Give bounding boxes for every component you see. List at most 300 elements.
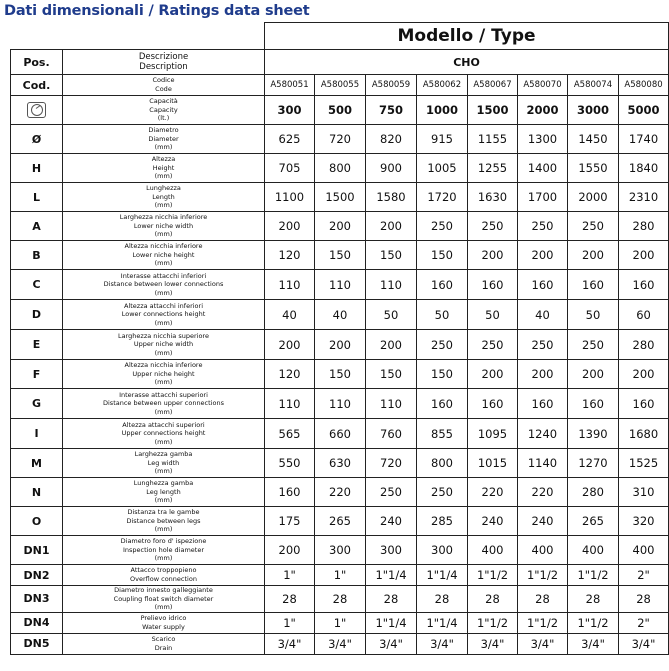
capacity-row	[11, 96, 669, 125]
value-cell: 1"1/2	[468, 565, 518, 586]
value-cell: 285	[417, 507, 468, 536]
capacity-value-cell: 500	[315, 96, 366, 125]
value-cell: 120	[265, 360, 315, 389]
row-description	[63, 241, 265, 270]
value-cell: 250	[417, 330, 468, 360]
value-cell: 1140	[518, 449, 568, 478]
value-cell: 200	[568, 241, 619, 270]
table-row	[11, 478, 669, 507]
row-description	[63, 586, 265, 613]
value-cell: 1"1/2	[518, 612, 568, 633]
row-description-line: (mm)	[154, 467, 173, 476]
value-cell: 1"1/2	[468, 612, 518, 633]
value-cell: 175	[265, 507, 315, 536]
value-cell: 50	[366, 300, 417, 330]
value-cell: 300	[366, 536, 417, 565]
table-row	[11, 154, 669, 183]
model-code-cell: A580059	[366, 75, 417, 96]
row-description-line: Lower niche width	[133, 221, 194, 230]
value-cell: 400	[619, 536, 669, 565]
row-description-line: Lunghezza	[146, 184, 181, 193]
value-cell: 1"	[265, 565, 315, 586]
value-cell: 820	[366, 125, 417, 154]
table-row	[11, 330, 669, 360]
model-code-cell: A580051	[265, 75, 315, 96]
value-cell: 900	[366, 154, 417, 183]
value-cell: 200	[366, 212, 417, 241]
row-description	[63, 565, 265, 586]
value-cell: 1550	[568, 154, 619, 183]
value-cell: 1500	[315, 183, 366, 212]
value-cell: 3/4"	[518, 633, 568, 654]
value-cell: 28	[468, 586, 518, 613]
value-cell: 1"1/4	[366, 612, 417, 633]
value-cell: 40	[518, 300, 568, 330]
capacity-value-cell: 750	[366, 96, 417, 125]
table-row	[11, 183, 669, 212]
row-description-line: Lower niche height	[132, 250, 195, 259]
table-row	[11, 612, 669, 633]
row-pos: N	[11, 478, 63, 507]
table-row	[11, 300, 669, 330]
value-cell: 1"1/4	[417, 565, 468, 586]
value-cell: 1"1/2	[568, 612, 619, 633]
row-description-line: Diametro foro d' ispezione	[120, 537, 207, 546]
value-cell: 1450	[568, 125, 619, 154]
value-cell: 160	[619, 389, 669, 419]
row-pos: G	[11, 389, 63, 419]
value-cell: 200	[265, 536, 315, 565]
model-code-cell: A580067	[468, 75, 518, 96]
row-description-line: Altezza attacchi superiori	[122, 420, 205, 429]
row-description-line: Diametro innesto galleggiante	[114, 586, 213, 594]
value-cell: 250	[518, 330, 568, 360]
row-description	[63, 449, 265, 478]
value-cell: 110	[366, 389, 417, 419]
value-cell: 200	[315, 330, 366, 360]
value-cell: 150	[315, 241, 366, 270]
capacity-value-cell: 5000	[619, 96, 669, 125]
value-cell: 150	[417, 360, 468, 389]
page-title: Dati dimensionali / Ratings data sheet	[4, 3, 310, 19]
value-cell: 660	[315, 419, 366, 449]
row-description-line: Upper connections height	[121, 429, 206, 438]
row-pos: DN5	[11, 633, 63, 654]
value-cell: 150	[417, 241, 468, 270]
value-cell: 630	[315, 449, 366, 478]
value-cell: 300	[315, 536, 366, 565]
value-cell: 1095	[468, 419, 518, 449]
value-cell: 200	[619, 241, 669, 270]
row-description-line: (mm)	[154, 554, 173, 563]
row-description-line: Upper niche height	[132, 369, 195, 378]
value-cell: 160	[468, 389, 518, 419]
value-cell: 40	[265, 300, 315, 330]
capacity-value-cell: 2000	[518, 96, 568, 125]
series-header: CHO	[265, 50, 669, 75]
row-description-line: Attacco troppopieno	[130, 566, 197, 575]
row-description-line: Prelievo idrico	[140, 614, 187, 623]
row-description	[63, 330, 265, 360]
value-cell: 1740	[619, 125, 669, 154]
code-pos: Cod.	[11, 75, 63, 96]
value-cell: 200	[518, 360, 568, 389]
value-cell: 3/4"	[417, 633, 468, 654]
value-cell: 250	[468, 212, 518, 241]
value-cell: 28	[366, 586, 417, 613]
value-cell: 240	[518, 507, 568, 536]
value-cell: 160	[619, 270, 669, 300]
table-row	[11, 536, 669, 565]
value-cell: 720	[315, 125, 366, 154]
row-description-line: Altezza nicchia inferiore	[124, 361, 203, 370]
row-description-line: (mm)	[154, 201, 173, 210]
value-cell: 3/4"	[468, 633, 518, 654]
value-cell: 300	[417, 536, 468, 565]
value-cell: 160	[265, 478, 315, 507]
value-cell: 250	[417, 212, 468, 241]
value-cell: 1015	[468, 449, 518, 478]
row-description-line: Overflow connection	[130, 575, 197, 583]
value-cell: 28	[417, 586, 468, 613]
value-cell: 800	[315, 154, 366, 183]
value-cell: 400	[518, 536, 568, 565]
value-cell: 160	[568, 270, 619, 300]
value-cell: 1"	[265, 612, 315, 633]
code-desc-en: Code	[155, 85, 172, 93]
row-description-line: Altezza	[151, 155, 176, 164]
value-cell: 160	[518, 270, 568, 300]
value-cell: 250	[518, 212, 568, 241]
value-cell: 1630	[468, 183, 518, 212]
row-description-line: (mm)	[154, 437, 173, 446]
value-cell: 50	[568, 300, 619, 330]
row-pos: C	[11, 270, 63, 300]
value-cell: 28	[315, 586, 366, 613]
value-cell: 150	[366, 241, 417, 270]
pos-header: Pos.	[11, 50, 63, 75]
value-cell: 40	[315, 300, 366, 330]
row-pos: M	[11, 449, 63, 478]
value-cell: 1525	[619, 449, 669, 478]
row-pos: L	[11, 183, 63, 212]
row-description-line: (mm)	[154, 348, 173, 357]
row-pos: B	[11, 241, 63, 270]
value-cell: 160	[518, 389, 568, 419]
value-cell: 800	[417, 449, 468, 478]
value-cell: 265	[315, 507, 366, 536]
row-description-line: Diameter	[148, 134, 179, 143]
value-cell: 3/4"	[265, 633, 315, 654]
value-cell: 1270	[568, 449, 619, 478]
row-description-line: Altezza nicchia inferiore	[124, 242, 203, 251]
row-description-line: Diametro	[148, 126, 179, 135]
value-cell: 1"	[315, 565, 366, 586]
value-cell: 2000	[568, 183, 619, 212]
description-header-it: Descrizione	[138, 52, 189, 62]
value-cell: 1255	[468, 154, 518, 183]
code-row	[11, 75, 669, 96]
row-description-line: (mm)	[154, 496, 173, 505]
description-header-en: Description	[139, 62, 188, 72]
value-cell: 160	[568, 389, 619, 419]
table-row	[11, 125, 669, 154]
capacity-desc-line: (lt.)	[157, 114, 170, 123]
row-description-line: (mm)	[154, 378, 173, 387]
row-description-line: Length	[152, 192, 175, 201]
value-cell: 3/4"	[366, 633, 417, 654]
row-description-line: Distance between upper connections	[103, 399, 224, 408]
row-pos: A	[11, 212, 63, 241]
code-desc-it: Codice	[152, 76, 175, 85]
row-description-line: Drain	[154, 643, 173, 652]
row-description	[63, 536, 265, 565]
corner-blank	[11, 23, 265, 50]
model-code-cell: A580074	[568, 75, 619, 96]
value-cell: 280	[619, 212, 669, 241]
value-cell: 1390	[568, 419, 619, 449]
row-description-line: (mm)	[154, 288, 173, 297]
row-description	[63, 419, 265, 449]
row-description-line: (mm)	[154, 603, 173, 612]
row-pos: DN1	[11, 536, 63, 565]
value-cell: 240	[468, 507, 518, 536]
value-cell: 200	[366, 330, 417, 360]
capacity-icon-cell	[11, 96, 63, 125]
value-cell: 280	[619, 330, 669, 360]
row-pos: H	[11, 154, 63, 183]
value-cell: 2"	[619, 612, 669, 633]
row-description-line: Upper niche width	[133, 340, 194, 349]
value-cell: 1300	[518, 125, 568, 154]
capacity-value-cell: 1500	[468, 96, 518, 125]
value-cell: 3/4"	[315, 633, 366, 654]
value-cell: 915	[417, 125, 468, 154]
value-cell: 110	[315, 270, 366, 300]
table-row	[11, 633, 669, 654]
value-cell: 565	[265, 419, 315, 449]
table-row	[11, 212, 669, 241]
value-cell: 200	[265, 330, 315, 360]
value-cell: 1"1/2	[568, 565, 619, 586]
row-pos: F	[11, 360, 63, 389]
value-cell: 220	[518, 478, 568, 507]
value-cell: 1580	[366, 183, 417, 212]
code-desc	[63, 75, 265, 96]
row-description	[63, 183, 265, 212]
value-cell: 2310	[619, 183, 669, 212]
value-cell: 1"	[315, 612, 366, 633]
row-description-line: Interasse attacchi inferiori	[120, 271, 207, 280]
row-description-line: Lower connections height	[121, 310, 206, 319]
value-cell: 200	[619, 360, 669, 389]
value-cell: 110	[366, 270, 417, 300]
value-cell: 28	[265, 586, 315, 613]
row-pos: D	[11, 300, 63, 330]
row-description-line: (mm)	[154, 230, 173, 239]
value-cell: 855	[417, 419, 468, 449]
row-pos: E	[11, 330, 63, 360]
ratings-table	[10, 22, 669, 655]
value-cell: 220	[468, 478, 518, 507]
row-description-line: Interasse attacchi superiori	[119, 390, 208, 399]
capacity-gauge-icon	[27, 102, 46, 118]
row-description	[63, 612, 265, 633]
value-cell: 1"1/2	[518, 565, 568, 586]
table-row	[11, 270, 669, 300]
row-pos: O	[11, 507, 63, 536]
capacity-desc-line: Capacità	[149, 97, 178, 106]
row-description-line: Altezza attacchi inferiori	[123, 301, 204, 310]
row-description	[63, 478, 265, 507]
table-row	[11, 389, 669, 419]
value-cell: 200	[468, 360, 518, 389]
value-cell: 150	[315, 360, 366, 389]
value-cell: 1005	[417, 154, 468, 183]
row-description-line: Leg length	[146, 487, 181, 496]
value-cell: 250	[366, 478, 417, 507]
row-description	[63, 507, 265, 536]
model-code-cell: A580070	[518, 75, 568, 96]
capacity-desc-line: Capacity	[149, 105, 178, 114]
row-pos: DN2	[11, 565, 63, 586]
value-cell: 28	[619, 586, 669, 613]
value-cell: 1400	[518, 154, 568, 183]
row-description-line: Larghezza nicchia superiore	[118, 331, 209, 340]
table-row	[11, 360, 669, 389]
table-row	[11, 419, 669, 449]
row-description	[63, 125, 265, 154]
value-cell: 250	[417, 478, 468, 507]
value-cell: 2"	[619, 565, 669, 586]
value-cell: 625	[265, 125, 315, 154]
value-cell: 50	[468, 300, 518, 330]
value-cell: 1840	[619, 154, 669, 183]
row-description-line: Coupling float switch diameter	[113, 594, 214, 603]
value-cell: 160	[417, 389, 468, 419]
value-cell: 310	[619, 478, 669, 507]
value-cell: 400	[468, 536, 518, 565]
value-cell: 200	[468, 241, 518, 270]
value-cell: 705	[265, 154, 315, 183]
value-cell: 240	[366, 507, 417, 536]
value-cell: 200	[315, 212, 366, 241]
value-cell: 400	[568, 536, 619, 565]
capacity-value-cell: 300	[265, 96, 315, 125]
value-cell: 1100	[265, 183, 315, 212]
capacity-value-cell: 1000	[417, 96, 468, 125]
value-cell: 250	[568, 330, 619, 360]
value-cell: 265	[568, 507, 619, 536]
model-code-cell: A580062	[417, 75, 468, 96]
value-cell: 1"1/4	[417, 612, 468, 633]
value-cell: 3/4"	[619, 633, 669, 654]
capacity-value-cell: 3000	[568, 96, 619, 125]
row-pos: I	[11, 419, 63, 449]
value-cell: 28	[568, 586, 619, 613]
value-cell: 250	[468, 330, 518, 360]
value-cell: 120	[265, 241, 315, 270]
table-row	[11, 449, 669, 478]
row-description-line: Water supply	[142, 622, 185, 631]
value-cell: 1155	[468, 125, 518, 154]
model-type-header: Modello / Type	[265, 23, 669, 50]
value-cell: 760	[366, 419, 417, 449]
row-description-line: (mm)	[154, 259, 173, 268]
value-cell: 250	[568, 212, 619, 241]
row-description-line: Lunghezza gamba	[133, 479, 194, 488]
row-description-line: Distance between legs	[126, 516, 201, 525]
row-description-line: Height	[152, 163, 175, 172]
row-description-line: (mm)	[154, 143, 173, 152]
row-description	[63, 154, 265, 183]
row-description-line: Larghezza gamba	[134, 450, 193, 459]
row-description-line: Leg width	[147, 458, 180, 467]
row-description-line: (mm)	[154, 525, 173, 534]
value-cell: 550	[265, 449, 315, 478]
row-pos: Ø	[11, 125, 63, 154]
value-cell: 1680	[619, 419, 669, 449]
table-row	[11, 565, 669, 586]
row-description-line: Larghezza nicchia inferiore	[119, 213, 208, 222]
row-description	[63, 270, 265, 300]
value-cell: 160	[468, 270, 518, 300]
description-header	[63, 50, 265, 75]
value-cell: 50	[417, 300, 468, 330]
value-cell: 280	[568, 478, 619, 507]
row-description	[63, 389, 265, 419]
value-cell: 200	[265, 212, 315, 241]
row-description-line: Distanza tra le gambe	[127, 508, 200, 517]
value-cell: 1"1/4	[366, 565, 417, 586]
row-pos: DN3	[11, 586, 63, 613]
row-description-line: (mm)	[154, 318, 173, 327]
value-cell: 110	[265, 270, 315, 300]
value-cell: 720	[366, 449, 417, 478]
row-description-line: Distance between lower connections	[103, 280, 224, 289]
row-description	[63, 360, 265, 389]
row-description	[63, 633, 265, 654]
value-cell: 1700	[518, 183, 568, 212]
value-cell: 60	[619, 300, 669, 330]
row-description-line: (mm)	[154, 407, 173, 416]
model-code-cell: A580055	[315, 75, 366, 96]
row-description	[63, 212, 265, 241]
model-code-cell: A580080	[619, 75, 669, 96]
value-cell: 110	[265, 389, 315, 419]
value-cell: 150	[366, 360, 417, 389]
value-cell: 1240	[518, 419, 568, 449]
table-row	[11, 507, 669, 536]
value-cell: 200	[568, 360, 619, 389]
value-cell: 200	[518, 241, 568, 270]
table-row	[11, 586, 669, 613]
value-cell: 220	[315, 478, 366, 507]
table-row	[11, 241, 669, 270]
value-cell: 320	[619, 507, 669, 536]
row-description-line: Inspection hole diameter	[122, 545, 205, 554]
value-cell: 1720	[417, 183, 468, 212]
row-description-line: Scarico	[151, 635, 176, 644]
value-cell: 160	[417, 270, 468, 300]
row-description-line: (mm)	[154, 172, 173, 181]
value-cell: 28	[518, 586, 568, 613]
capacity-desc	[63, 96, 265, 125]
value-cell: 110	[315, 389, 366, 419]
row-pos: DN4	[11, 612, 63, 633]
row-description	[63, 300, 265, 330]
value-cell: 3/4"	[568, 633, 619, 654]
